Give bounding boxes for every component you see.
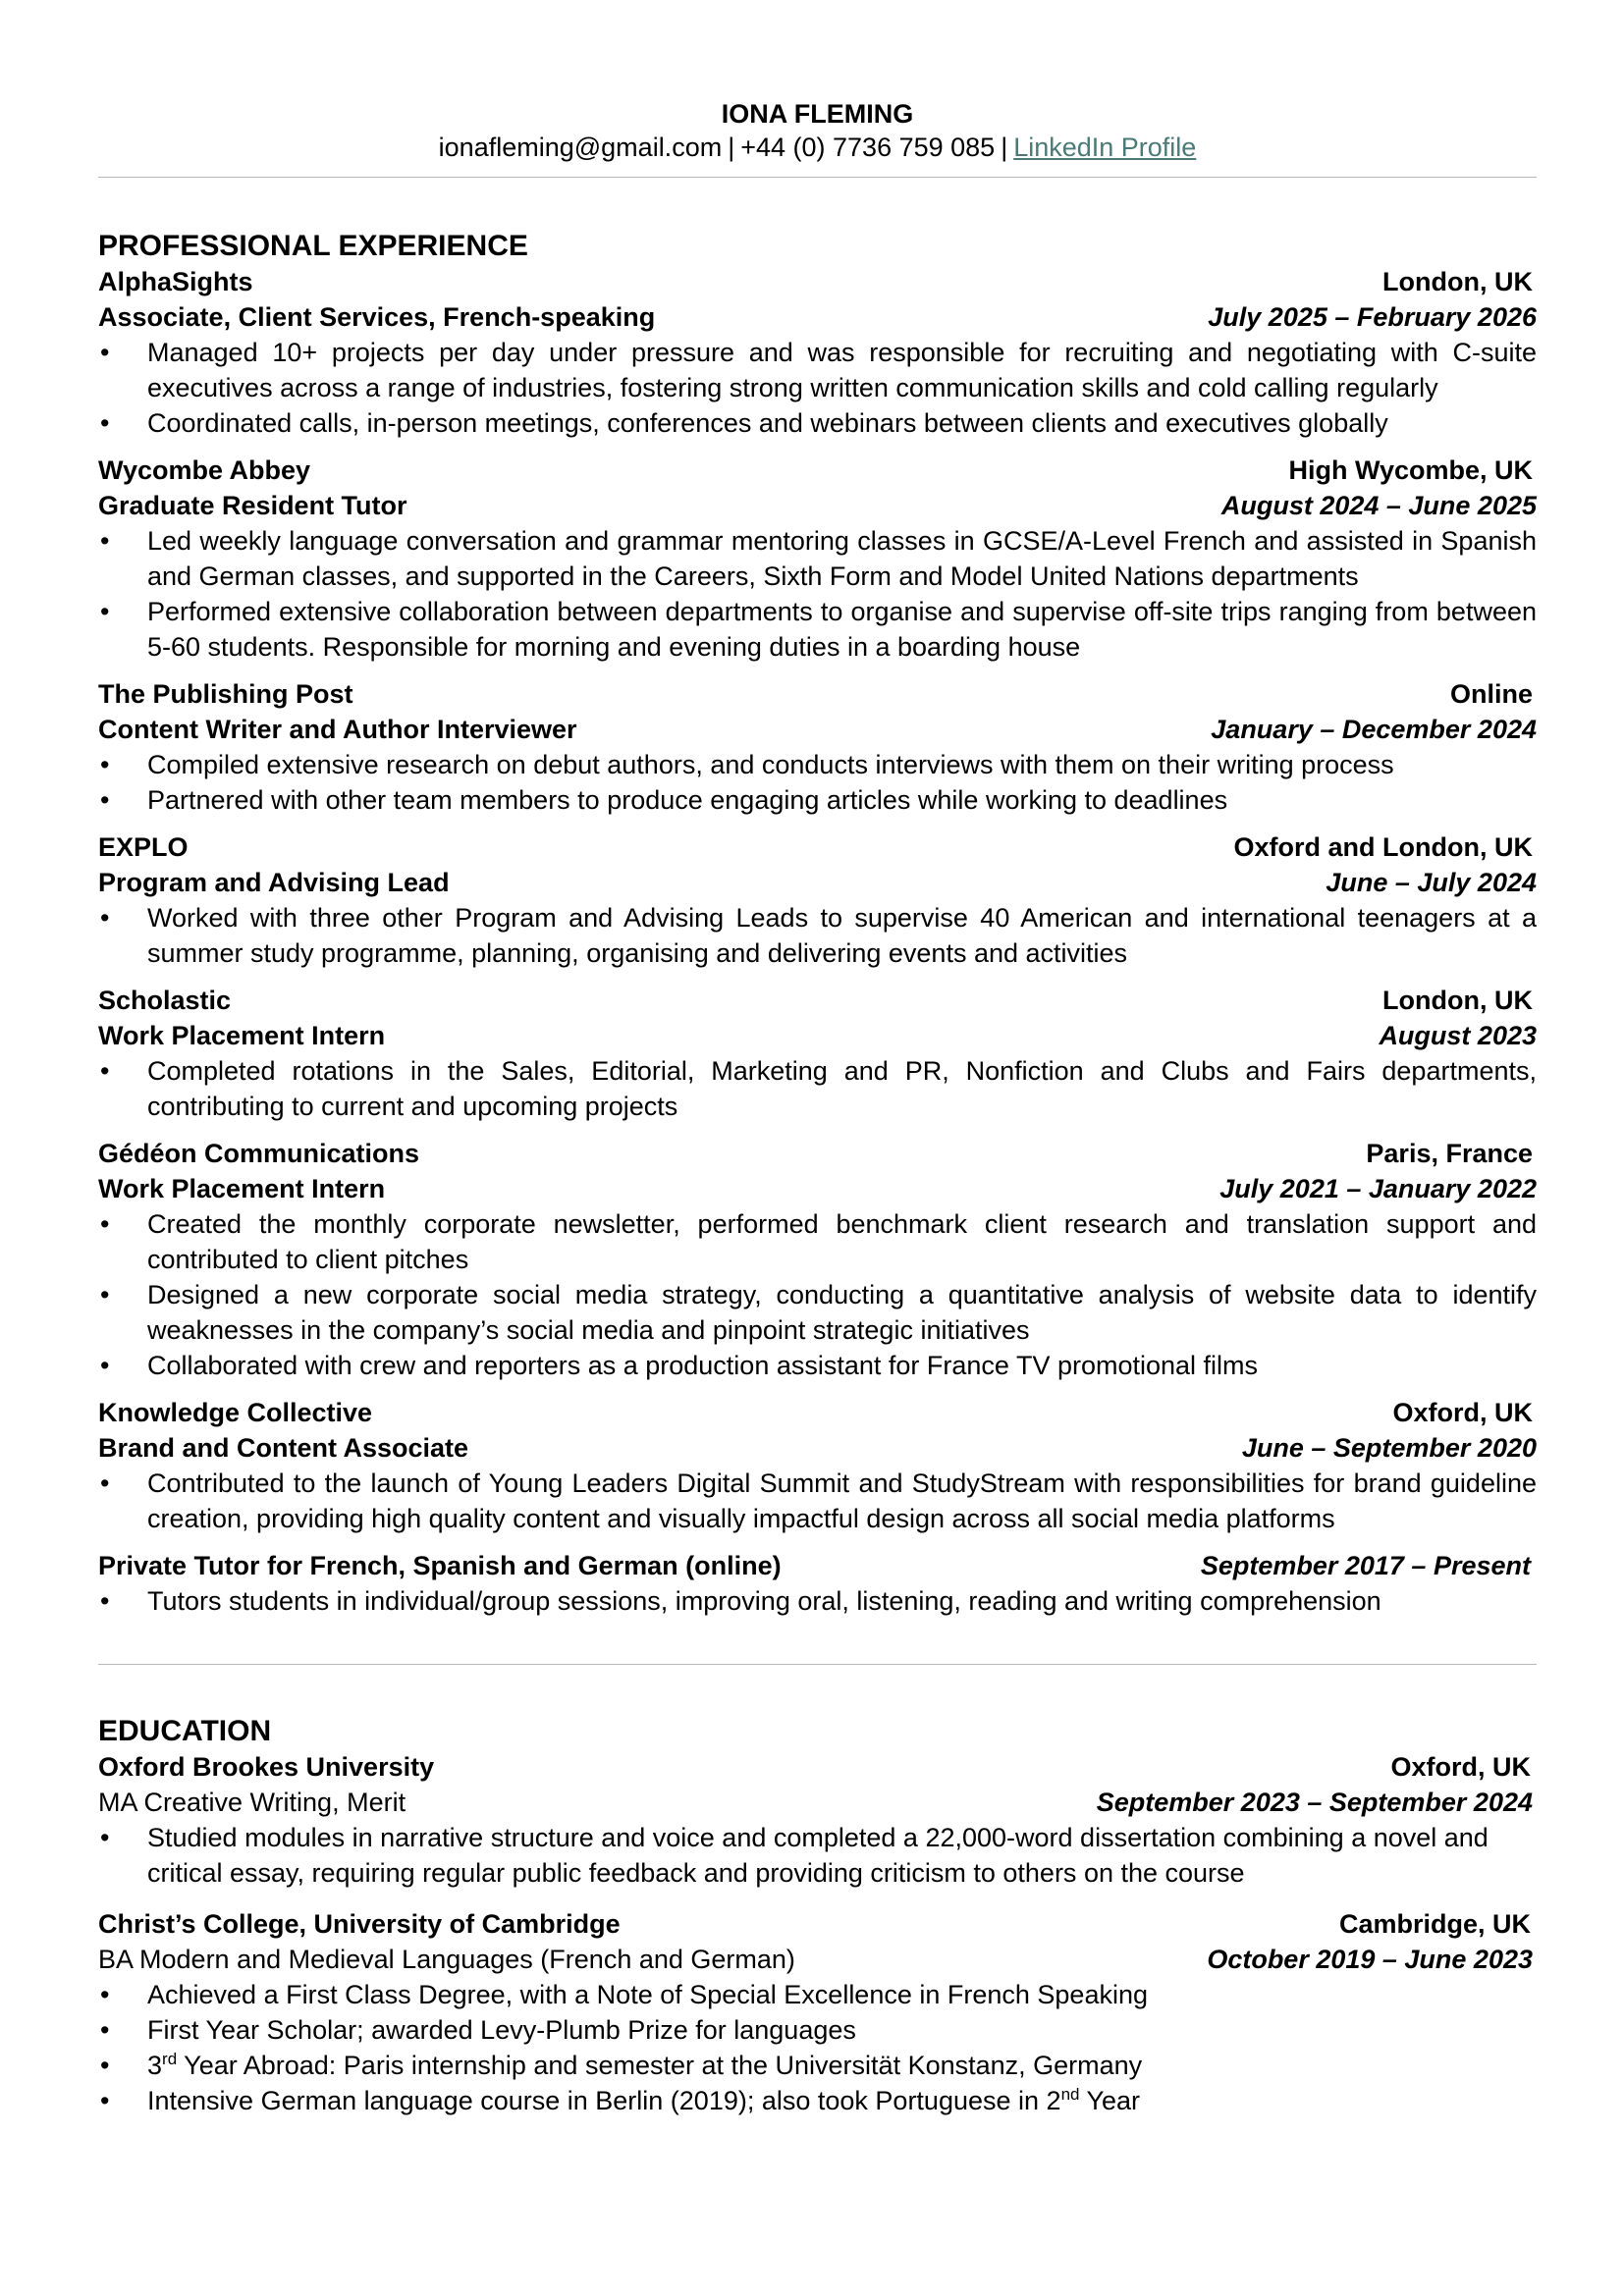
entry-location: Online xyxy=(1449,679,1533,709)
linkedin-link[interactable]: LinkedIn Profile xyxy=(1013,133,1197,162)
entry-location: Cambridge, UK xyxy=(1338,1909,1531,1939)
bullet-item: • Created the monthly corporate newsletter, performed benchmark client research and translation support and contributed to client pitches xyxy=(98,1206,1537,1277)
entry-role: Content Writer and Author Interviewer xyxy=(98,715,577,744)
entry-dates: June – July 2024 xyxy=(1326,868,1537,897)
superscript: nd xyxy=(1060,2085,1080,2104)
divider xyxy=(98,1664,1537,1665)
entry-role: Program and Advising Lead xyxy=(98,868,450,897)
entry-degree: BA Modern and Medieval Languages (French and German) xyxy=(98,1945,795,1974)
bullet-list xyxy=(98,1206,1537,1383)
bullet-text: 3 xyxy=(147,2051,163,2080)
entry-location: High Wycombe, UK xyxy=(1288,455,1533,485)
email[interactable]: ionafleming@gmail.com xyxy=(438,133,723,162)
entry-org: Oxford Brookes University xyxy=(98,1752,435,1782)
bullet-item xyxy=(98,2048,1537,2083)
bullet-item: • Achieved a First Class Degree, with a Note of Special Excellence in French Speaking xyxy=(98,1977,1537,2012)
bullet-list xyxy=(98,1466,1537,1536)
divider xyxy=(98,177,1537,178)
phone: +44 (0) 7736 759 085 xyxy=(740,133,996,162)
entry-dates: January – December 2024 xyxy=(1211,715,1537,744)
experience-entry-tutor xyxy=(98,1548,1537,1619)
education-entry-brookes xyxy=(98,1749,1537,1891)
entry-degree: MA Creative Writing, Merit xyxy=(98,1788,406,1817)
bullet-text: Intensive German language course in Berlin (2019); also took Portuguese in 2 xyxy=(147,2086,1061,2115)
entry-dates: June – September 2020 xyxy=(1241,1433,1537,1463)
entry-location: Oxford, UK xyxy=(1392,1398,1533,1427)
bullet-item: • Studied modules in narrative structure and voice and completed a 22,000-word dissertation combining a novel and critical essay, requiring regular public feedback and providing criticism to others on the course xyxy=(98,1820,1537,1891)
experience-entry xyxy=(98,264,1537,441)
bullet-list xyxy=(98,1820,1537,1891)
experience-entry xyxy=(98,1395,1537,1536)
separator: | xyxy=(728,133,735,162)
entry-dates: September 2017 – Present xyxy=(1200,1551,1531,1580)
entry-dates: August 2023 xyxy=(1379,1021,1537,1050)
entry-role: Graduate Resident Tutor xyxy=(98,491,407,520)
bullet-text: Year Abroad: Paris internship and semester at the Universität Konstanz, Germany xyxy=(177,2051,1143,2080)
contact-line xyxy=(98,130,1537,165)
bullet-item: • Contributed to the launch of Young Leaders Digital Summit and StudyStream with responsibilities for brand guideline creation, providing high quality content and visually impactful design across all social media platforms xyxy=(98,1466,1537,1536)
experience-entry xyxy=(98,453,1537,665)
resume-page xyxy=(98,98,1537,2118)
entry-location: Oxford and London, UK xyxy=(1233,832,1533,862)
bullet-item: • Led weekly language conversation and grammar mentoring classes in GCSE/A-Level French and assisted in Spanish and German classes, and supported in the Careers, Sixth Form and Model United Nations departments xyxy=(98,523,1537,594)
bullet-item: • Worked with three other Program and Advising Leads to supervise 40 American and international teenagers at a summer study programme, planning, organising and delivering events and activities xyxy=(98,900,1537,971)
entry-org: Christ’s College, University of Cambridge xyxy=(98,1909,621,1939)
candidate-name: IONA FLEMING xyxy=(721,99,914,129)
bullet-item: • Designed a new corporate social media strategy, conducting a quantitative analysis of website data to identify weaknesses in the company’s social media and pinpoint strategic initiatives xyxy=(98,1277,1537,1348)
experience-entry xyxy=(98,676,1537,818)
entry-dates: July 2025 – February 2026 xyxy=(1208,302,1537,332)
entry-role: Brand and Content Associate xyxy=(98,1433,469,1463)
entry-dates: August 2024 – June 2025 xyxy=(1220,491,1537,520)
entry-location: Paris, France xyxy=(1366,1139,1533,1168)
bullet-list xyxy=(98,1053,1537,1124)
entry-dates: October 2019 – June 2023 xyxy=(1207,1945,1533,1974)
bullet-item: • Coordinated calls, in-person meetings, conferences and webinars between clients and executives globally xyxy=(98,405,1537,441)
entry-role: Work Placement Intern xyxy=(98,1021,386,1050)
entry-role: Private Tutor for French, Spanish and German (online) xyxy=(98,1551,782,1580)
bullet-item: • Partnered with other team members to produce engaging articles while working to deadlines xyxy=(98,782,1537,818)
bullet-item: • Tutors students in individual/group sessions, improving oral, listening, reading and writing comprehension xyxy=(98,1583,1537,1619)
entry-location: London, UK xyxy=(1382,986,1533,1015)
experience-list xyxy=(98,264,1537,1536)
bullet-item: • Collaborated with crew and reporters as a production assistant for France TV promotional films xyxy=(98,1348,1537,1383)
experience-entry xyxy=(98,829,1537,971)
bullet-item: • Compiled extensive research on debut authors, and conducts interviews with them on their writing process xyxy=(98,747,1537,782)
bullet-list xyxy=(98,900,1537,971)
superscript: rd xyxy=(162,2050,178,2068)
bullet-list xyxy=(98,335,1537,441)
entry-org: Wycombe Abbey xyxy=(98,455,311,485)
bullet-text: Year xyxy=(1079,2086,1141,2115)
separator: | xyxy=(1001,133,1008,162)
bullet-list xyxy=(98,523,1537,665)
section-title-experience: PROFESSIONAL EXPERIENCE xyxy=(98,230,528,262)
entry-org: Scholastic xyxy=(98,986,232,1015)
entry-org: The Publishing Post xyxy=(98,679,353,709)
entry-dates: September 2023 – September 2024 xyxy=(1096,1788,1533,1817)
education-entry-cambridge xyxy=(98,1906,1537,2118)
entry-dates: July 2021 – January 2022 xyxy=(1219,1174,1537,1203)
section-title-education: EDUCATION xyxy=(98,1715,272,1747)
bullet-list xyxy=(98,747,1537,818)
entry-org: Gédéon Communications xyxy=(98,1139,420,1168)
experience-entry xyxy=(98,983,1537,1124)
entry-role: Associate, Client Services, French-speaking xyxy=(98,302,656,332)
bullet-list xyxy=(98,1583,1537,1619)
entry-role: Work Placement Intern xyxy=(98,1174,386,1203)
bullet-item: • First Year Scholar; awarded Levy-Plumb Prize for languages xyxy=(98,2012,1537,2048)
bullet-item: • Completed rotations in the Sales, Editorial, Marketing and PR, Nonfiction and Clubs and Fairs departments, contributing to current and upcoming projects xyxy=(98,1053,1537,1124)
entry-location: Oxford, UK xyxy=(1390,1752,1531,1782)
entry-org: Knowledge Collective xyxy=(98,1398,373,1427)
bullet-item: • Performed extensive collaboration between departments to organise and supervise off-site trips ranging from between 5-60 students. Responsible for morning and evening duties in a boarding house xyxy=(98,594,1537,665)
bullet-list xyxy=(98,1977,1537,2118)
bullet-item xyxy=(98,2083,1537,2118)
entry-location: London, UK xyxy=(1382,267,1533,296)
entry-org: EXPLO xyxy=(98,832,189,862)
experience-entry xyxy=(98,1136,1537,1383)
bullet-item: • Managed 10+ projects per day under pressure and was responsible for recruiting and negotiating with C-suite executives across a range of industries, fostering strong written communication skills and cold calling regularly xyxy=(98,335,1537,405)
entry-org: AlphaSights xyxy=(98,267,253,296)
